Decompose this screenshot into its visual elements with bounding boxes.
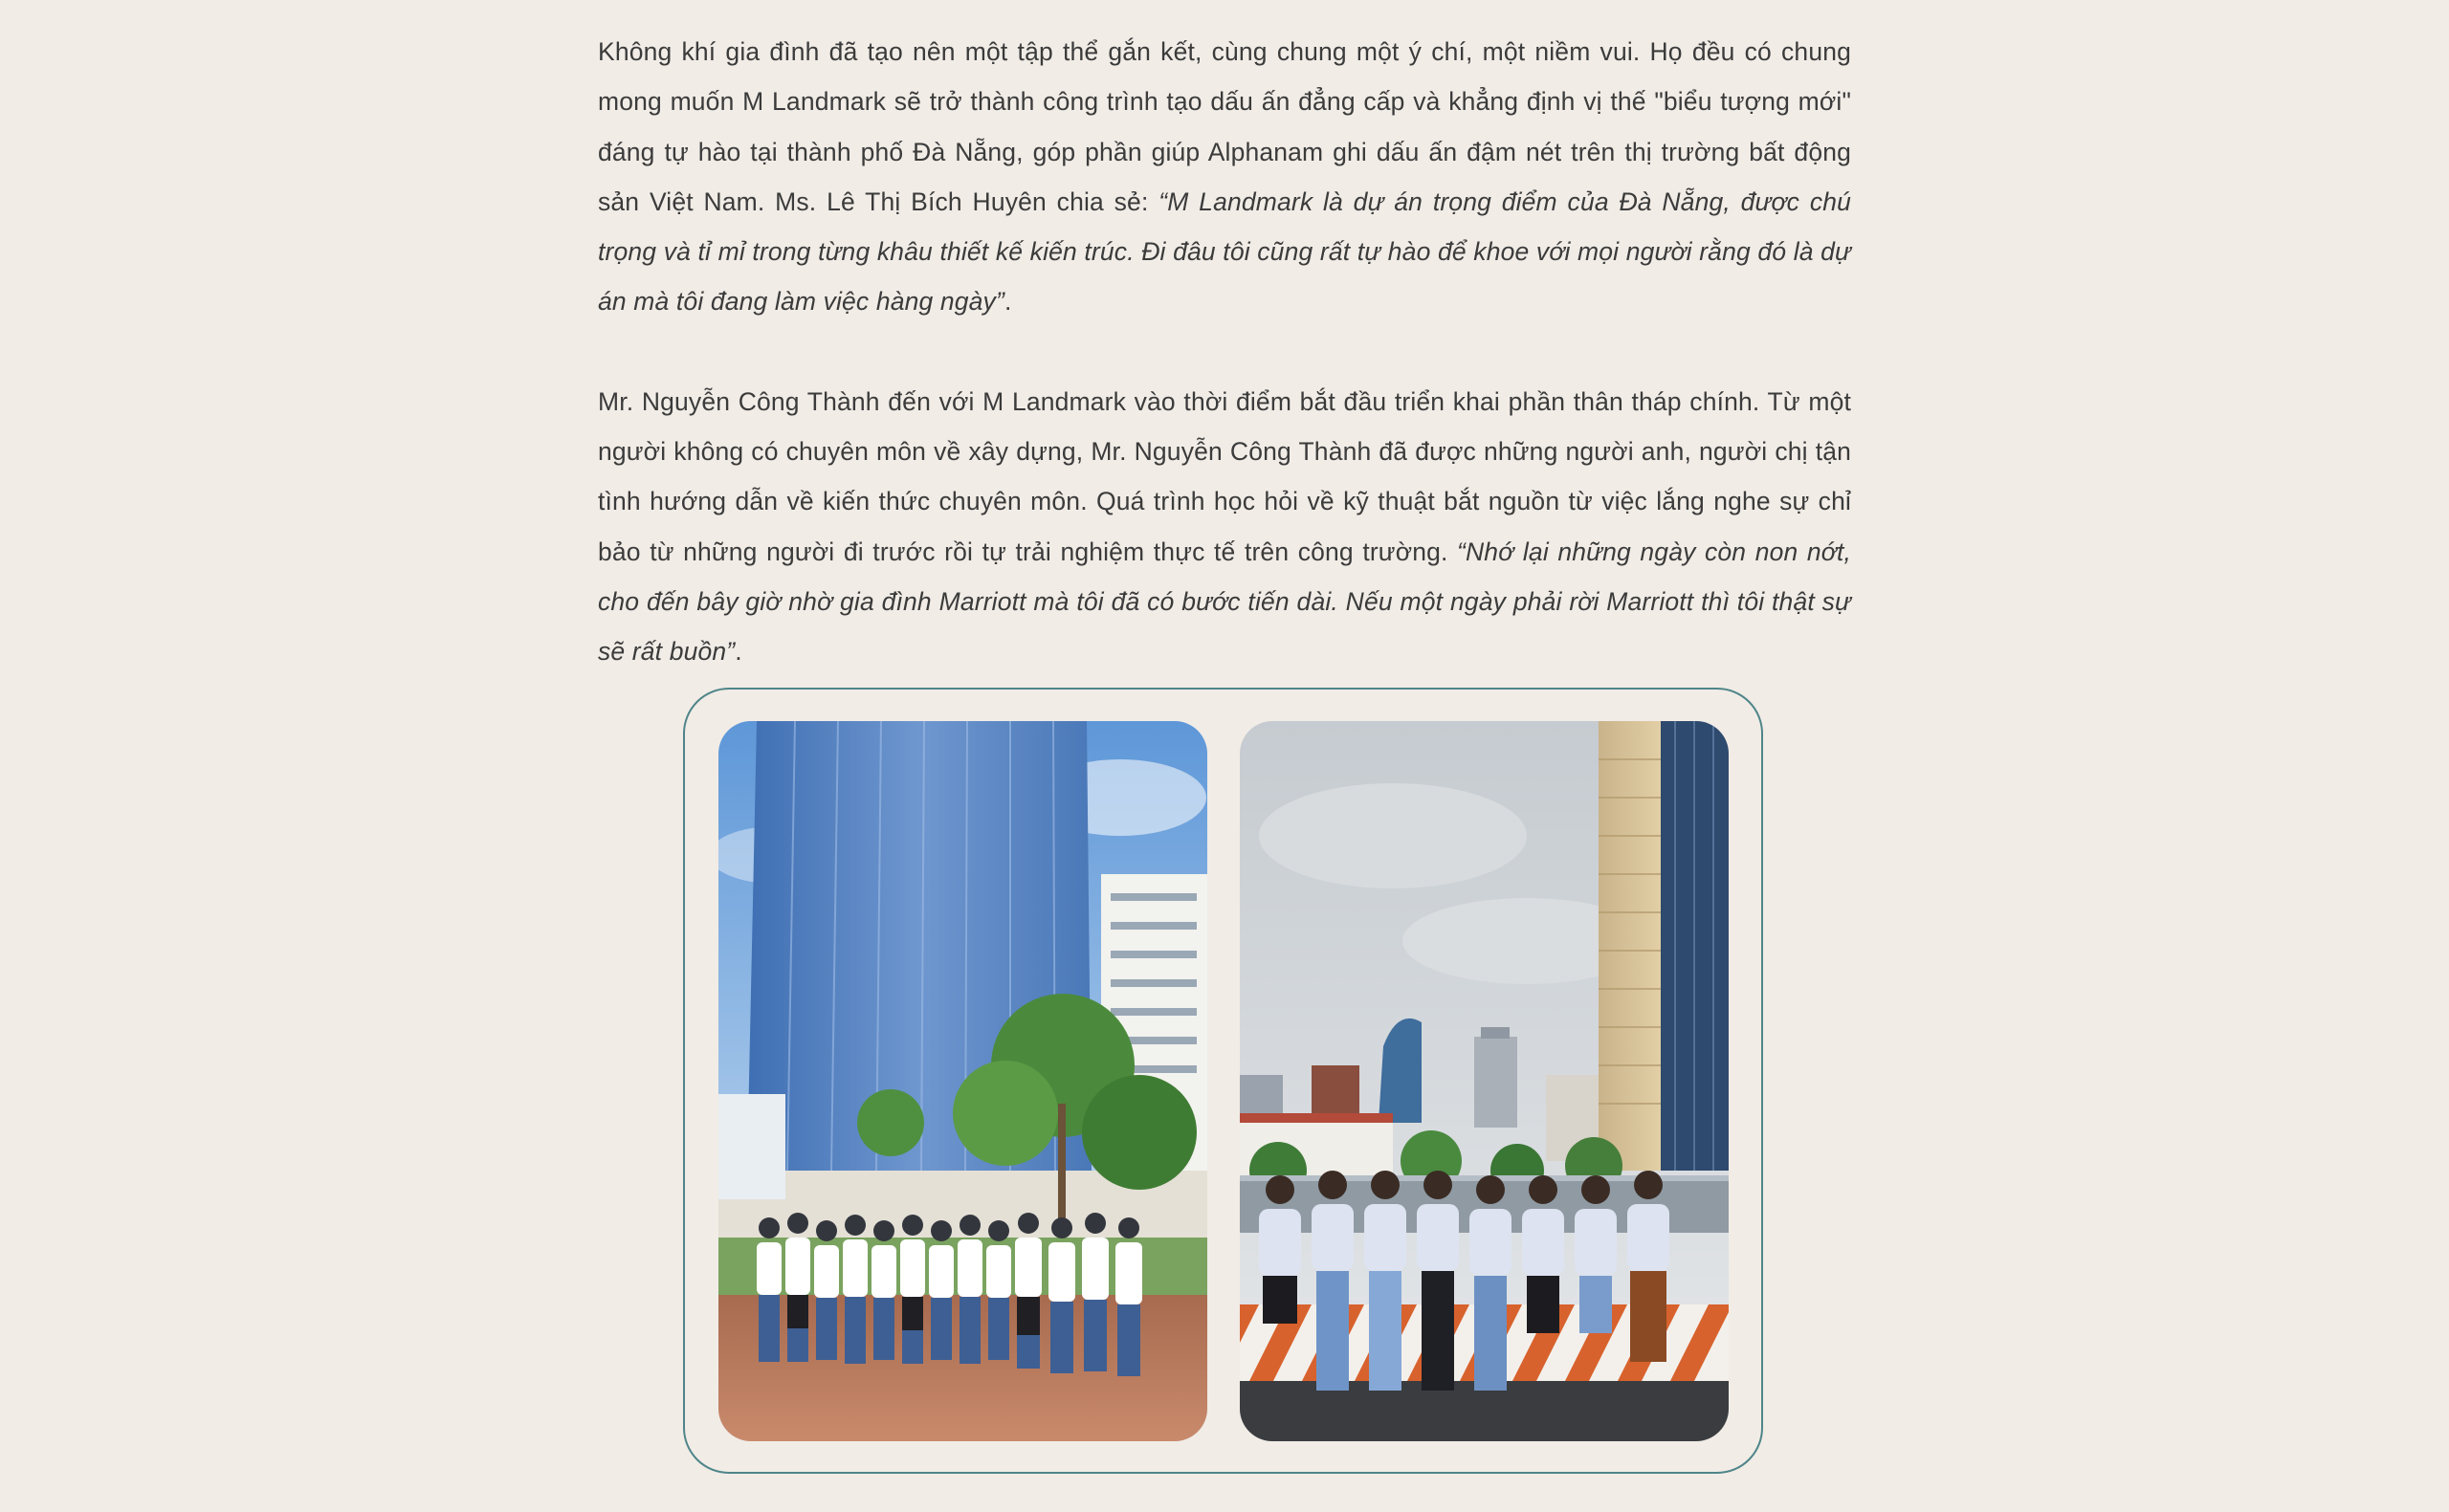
paragraph-text: Mr. Nguyễn Công Thành đến với M Landmark vào thời điểm bắt đầu triển khai phần thân tháp chính. Từ một người không có chuyên môn về xây dựng, Mr. Nguyễn Công Thành đã được những người anh, người chị tận tình hướng dẫn về kiến thức chuyên môn. Quá trình học hỏi về kỹ thuật bắt nguồn từ việc lắng nghe sự chỉ bảo từ những người đi trước rồi tự trải nghiệm thực tế trên công trường. — [598, 386, 1851, 566]
paragraph-text: Không khí gia đình đã tạo nên một tập thể gắn kết, cùng chung một ý chí, một niềm vui. Họ đều có chung mong muốn M Landmark sẽ trở thành công trình tạo dấu ấn đẳng cấp và khẳng định vị thế "biểu tượng mới" đáng tự hào tại thành phố Đà Nẵng, góp phần giúp Alphanam ghi dấu ấn đậm nét trên thị trường bất động sản Việt Nam. Ms. Lê Thị Bích Huyên chia sẻ: — [598, 37, 1851, 216]
photo-team-skyline-image — [1240, 721, 1729, 1441]
photo-team-tower[interactable] — [718, 721, 1207, 1441]
paragraph-mr-thanh — [598, 377, 1851, 677]
photo-gallery — [683, 688, 1763, 1474]
paragraph-end: . — [735, 637, 742, 667]
quote-ms-huyen: “M Landmark là dự án trọng điểm của Đà Nẵng, được chú trọng và tỉ mỉ trong từng khâu thiết kế kiến trúc. Đi đâu tôi cũng rất tự hào để khoe với mọi người rằng đó là dự án mà tôi đang làm việc hàng ngày” — [598, 186, 1851, 317]
photo-team-tower-image — [718, 721, 1207, 1441]
article-body — [598, 27, 1851, 677]
photo-team-skyline[interactable] — [1240, 721, 1729, 1441]
paragraph-end: . — [1004, 287, 1012, 317]
quote-mr-thanh: “Nhớ lại những ngày còn non nớt, cho đến bây giờ nhờ gia đình Marriott mà tôi đã có bước tiến dài. Nếu một ngày phải rời Marriott thì tôi thật sự sẽ rất buồn” — [598, 537, 1851, 667]
paragraph-team-spirit — [598, 27, 1851, 327]
